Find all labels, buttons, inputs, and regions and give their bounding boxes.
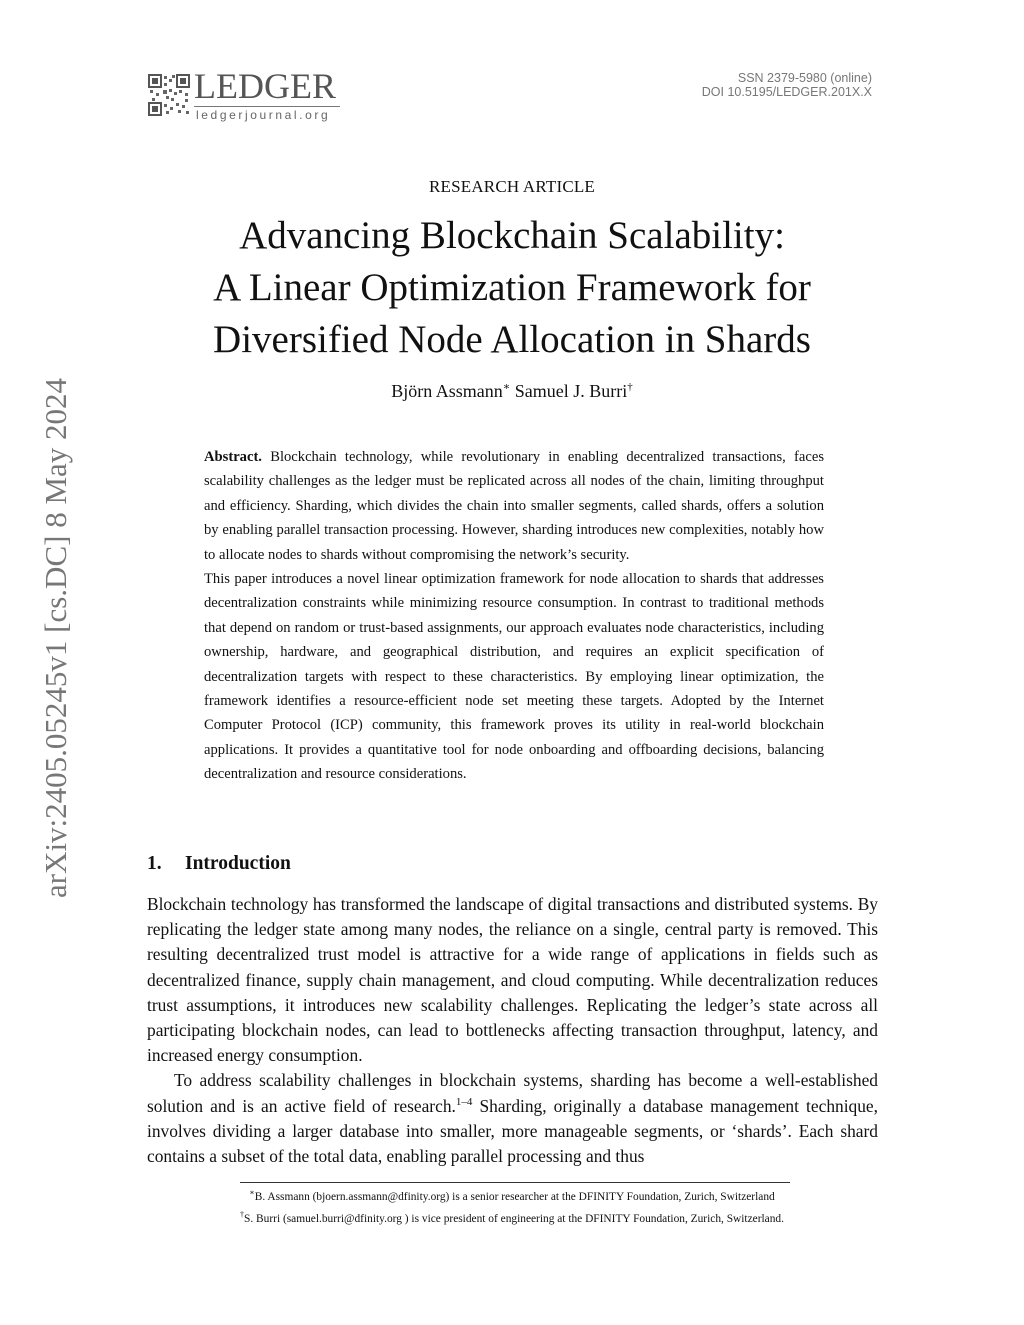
body-text-span: Sharding, originally a database management technique, involves dividing a larger database into smaller, more manageable segments, or ‘shards’. Each shard contains a subset of the total data, enabling parallel processing and thus	[147, 1095, 878, 1167]
footnote-mark: †	[240, 1209, 245, 1219]
logo-rule	[194, 106, 340, 107]
body-text	[147, 892, 878, 1169]
logo-wordmark: LEDGER	[194, 66, 336, 106]
arxiv-stamp[interactable]: arXiv:2405.05245v1 [cs.DC] 8 May 2024	[38, 377, 73, 899]
citation-ref[interactable]: 1–4	[455, 1095, 473, 1108]
logo-url: ledgerjournal.org	[196, 108, 331, 122]
paper-title	[0, 210, 1024, 366]
footnote	[0, 1206, 1024, 1228]
article-type: RESEARCH ARTICLE	[428, 177, 596, 196]
author-name: Samuel J. Burri	[514, 381, 628, 401]
section-number: 1.	[147, 853, 162, 874]
author-name: Björn Assmann	[391, 381, 503, 401]
footnote-text: S. Burri (samuel.burri@dfinity.org ) is vice president of engineering at the DFINITY Foundation, Zurich, Switzerland.	[244, 1212, 784, 1225]
abstract-paragraph	[204, 445, 824, 567]
title-line-1: Advancing Blockchain Scalability:	[239, 214, 785, 257]
abstract	[204, 445, 824, 787]
body-text-span: To address scalability challenges in blockchain systems, sharding has become a well-established solution and is an active field of research.	[147, 1070, 878, 1116]
author-mark: †	[627, 381, 633, 393]
abstract-label: Abstract.	[204, 449, 262, 465]
title-line-2: A Linear Optimization Framework for	[213, 266, 811, 309]
body-paragraph	[147, 1068, 878, 1169]
body-paragraph: Blockchain technology has transformed the landscape of digital transactions and distributed systems. By replicating the ledger state among many nodes, the reliance on a single, central party is removed. This resulting decentralized trust model is attractive for a wide range of applications in fields such as decentralized finance, supply chain management, and cloud computing. While decentralization reduces trust assumptions, it introduces new scalability challenges. Replicating the ledger’s state across all participating blockchain nodes, can lead to bottlenecks affecting transaction throughput, latency, and increased energy consumption.	[147, 894, 878, 1066]
author-list	[0, 380, 1024, 402]
section-title: Introduction	[185, 853, 291, 874]
footnote	[0, 1184, 1024, 1206]
qr-code-icon	[148, 74, 190, 116]
section-heading	[147, 853, 291, 875]
abstract-text: Blockchain technology, while revolutionary in enabling decentralized transactions, faces scalability challenges as the ledger must be replicated across all nodes of the chain, limiting throughput and efficiency. Sharding, which divides the chain into smaller segments, called shards, offers a solution by enabling parallel transaction processing. However, sharding introduces new complexities, notably how to allocate nodes to shards without compromising the network’s security.	[204, 449, 824, 563]
author-mark: ∗	[502, 381, 511, 393]
footnotes	[0, 1184, 1024, 1228]
doi: DOI 10.5195/LEDGER.201X.X	[701, 85, 872, 99]
abstract-paragraph: This paper introduces a novel linear optimization framework for node allocation to shards that addresses decentralization constraints while minimizing resource consumption. In contrast to traditional methods that depend on random or trust-based assignments, our approach evaluates node characteristics, including ownership, hardware, and geographical distribution, and requires an explicit specification of decentralization targets with respect to these characteristics. By employing linear optimization, the framework identifies a resource-efficient node set meeting these targets. Adopted by the Internet Computer Protocol (ICP) community, this framework proves its utility in real-world blockchain applications. It provides a quantitative tool for node onboarding and offboarding decisions, balancing decentralization and resource considerations.	[204, 571, 824, 783]
title-line-3: Diversified Node Allocation in Shards	[213, 318, 811, 361]
footnote-mark: ∗	[249, 1188, 255, 1197]
footnote-rule	[240, 1182, 790, 1183]
journal-logo	[148, 66, 348, 122]
issn-doi-block	[702, 71, 872, 99]
issn: SSN 2379-5980 (online)	[737, 71, 872, 85]
footnote-text: B. Assmann (bjoern.assmann@dfinity.org) is a senior researcher at the DFINITY Foundation, Zurich, Switzerland	[254, 1190, 775, 1203]
